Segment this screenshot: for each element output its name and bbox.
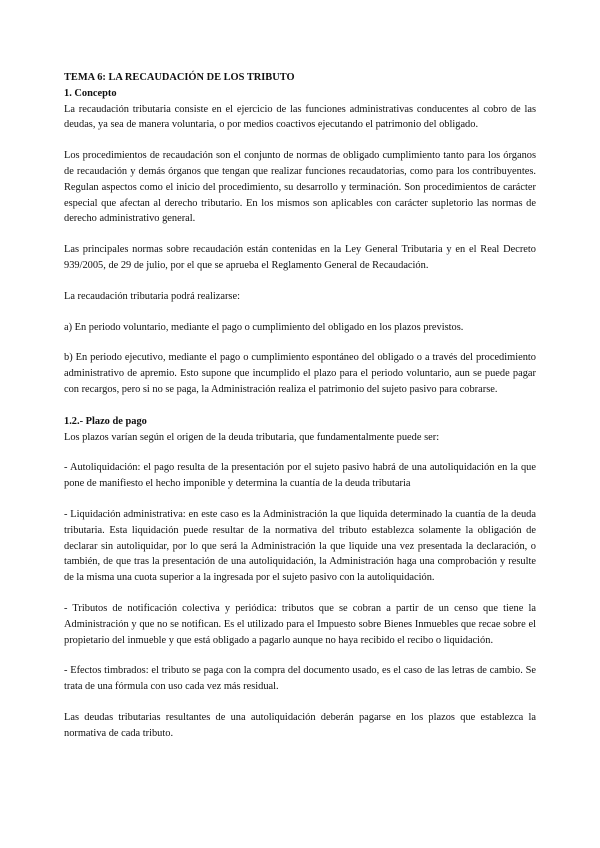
paragraph: La recaudación tributaria podrá realizarse: — [64, 290, 240, 302]
list-item-autoliquidacion: - Autoliquidación: el pago resulta de la presentación por el sujeto pasivo habrá de una autoliquidación en la que pone de manifiesto el hecho imponible y determina la cuantía de la deuda tributaria — [64, 462, 536, 490]
section-heading-concepto: 1. Concepto — [64, 87, 117, 99]
list-item-notificacion-colectiva: - Tributos de notificación colectiva y periódica: tributos que se cobran a partir de un censo que tiene la Administración y que no se notifican. Es el utilizado para el Impuesto sobre Bienes Inmuebles que recae sobre el propietario del inmueble y que está obligado a pagarlo aunque no haya recibido el recibo o liquidación. — [64, 602, 536, 646]
list-item-periodo-voluntario: a) En periodo voluntario, mediante el pago o cumplimiento del obligado en los plazos previstos. — [64, 321, 464, 333]
list-item-periodo-ejecutivo: b) En periodo ejecutivo, mediante el pago o cumplimiento espontáneo del obligado o a través del procedimiento administrativo de apremio. Esto supone que incumplido el plazo para el periodo voluntario, aun se puede pagar con recargos, pero si no se paga, la Administración realiza el patrimonio del sujeto pasivo para cobrarse. — [64, 352, 536, 395]
paragraph: Las deudas tributarias resultantes de una autoliquidación deberán pagarse en los plazos que establezca la normativa de cada tributo. — [64, 711, 536, 739]
list-item-efectos-timbrados: - Efectos timbrados: el tributo se paga con la compra del documento usado, es el caso de las letras de cambio. Se trata de una fórmula con uso cada vez más residual. — [64, 665, 536, 693]
list-item-liquidacion-administrativa: - Liquidación administrativa: en este caso es la Administración la que liquida determinado la cuantía de la deuda tributaria. Esta liquidación puede resultar de la normativa del tributo establezca solamente la obligación de declarar sin autoliquidar, por lo que será la Administración la que liquide una vez presentada la declaración, o también, de que tras la presentación de una autoliquidación, la Administración haga una comprobación y resulte de la misma una cuota superior a la ingresada por el sujeto pasivo con la autoliquidación. — [64, 508, 536, 584]
document-page — [64, 70, 536, 742]
paragraph: Los procedimientos de recaudación son el conjunto de normas de obligado cumplimiento tanto para los órganos de recaudación y demás órganos que tengan que realizar funciones recaudatorias, como para los contribuyentes. Regulan aspectos como el inicio del procedimiento, su desarrollo y terminación. Son procedimientos de carácter especial que afectan al derecho tributario. En los mismos son aplicables con carácter supletorio las normas de derecho administrativo general. — [64, 150, 536, 225]
paragraph: Los plazos varían según el origen de la deuda tributaria, que fundamentalmente puede ser: — [64, 431, 440, 443]
section-heading-plazo-de-pago: 1.2.- Plazo de pago — [64, 415, 147, 427]
paragraph: La recaudación tributaria consiste en el ejercicio de las funciones administrativas conducentes al cobro de las deudas, ya sea de manera voluntaria, o por medios coactivos ejecutando el patrimonio del obligado. — [64, 103, 536, 131]
document-title: TEMA 6: LA RECAUDACIÓN DE LOS TRIBUTO — [64, 72, 295, 83]
paragraph: Las principales normas sobre recaudación están contenidas en la Ley General Tributaria y en el Real Decreto 939/2005, de 29 de julio, por el que se aprueba el Reglamento General de Recaudación. — [64, 244, 536, 271]
